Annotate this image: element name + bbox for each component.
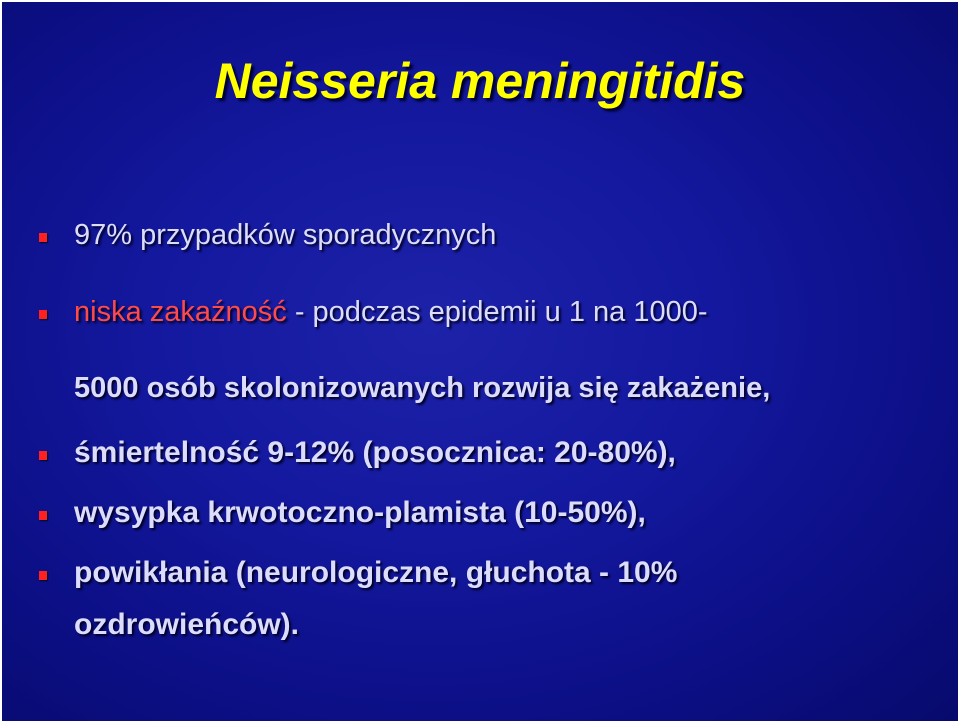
bullet-item-2 [74, 296, 708, 329]
bullet-marker [39, 310, 47, 319]
slide [2, 2, 958, 721]
bullet-marker [39, 571, 47, 580]
bullet-item-2-rest: - podczas epidemii u 1 na 1000- [286, 296, 708, 328]
bullet-item-1: 97% przypadków sporadycznych [74, 219, 497, 251]
bullet-marker [39, 233, 47, 242]
bullet-item-3: śmiertelność 9-12% (posocznica: 20-80%), [74, 436, 676, 469]
bullet-marker [39, 451, 47, 460]
bullet-item-4: wysypka krwotoczno-plamista (10-50%), [74, 496, 646, 529]
bullet-item-5-continuation: ozdrowieńców). [74, 608, 299, 641]
bullet-item-2-continuation: 5000 osób skolonizowanych rozwija się zakażenie, [74, 372, 771, 404]
slide-title: Neisseria meningitidis [214, 53, 746, 109]
highlighted-term: niska zakaźność [74, 296, 287, 328]
bullet-marker [39, 511, 47, 520]
bullet-item-5: powikłania (neurologiczne, głuchota - 10% [74, 556, 678, 589]
